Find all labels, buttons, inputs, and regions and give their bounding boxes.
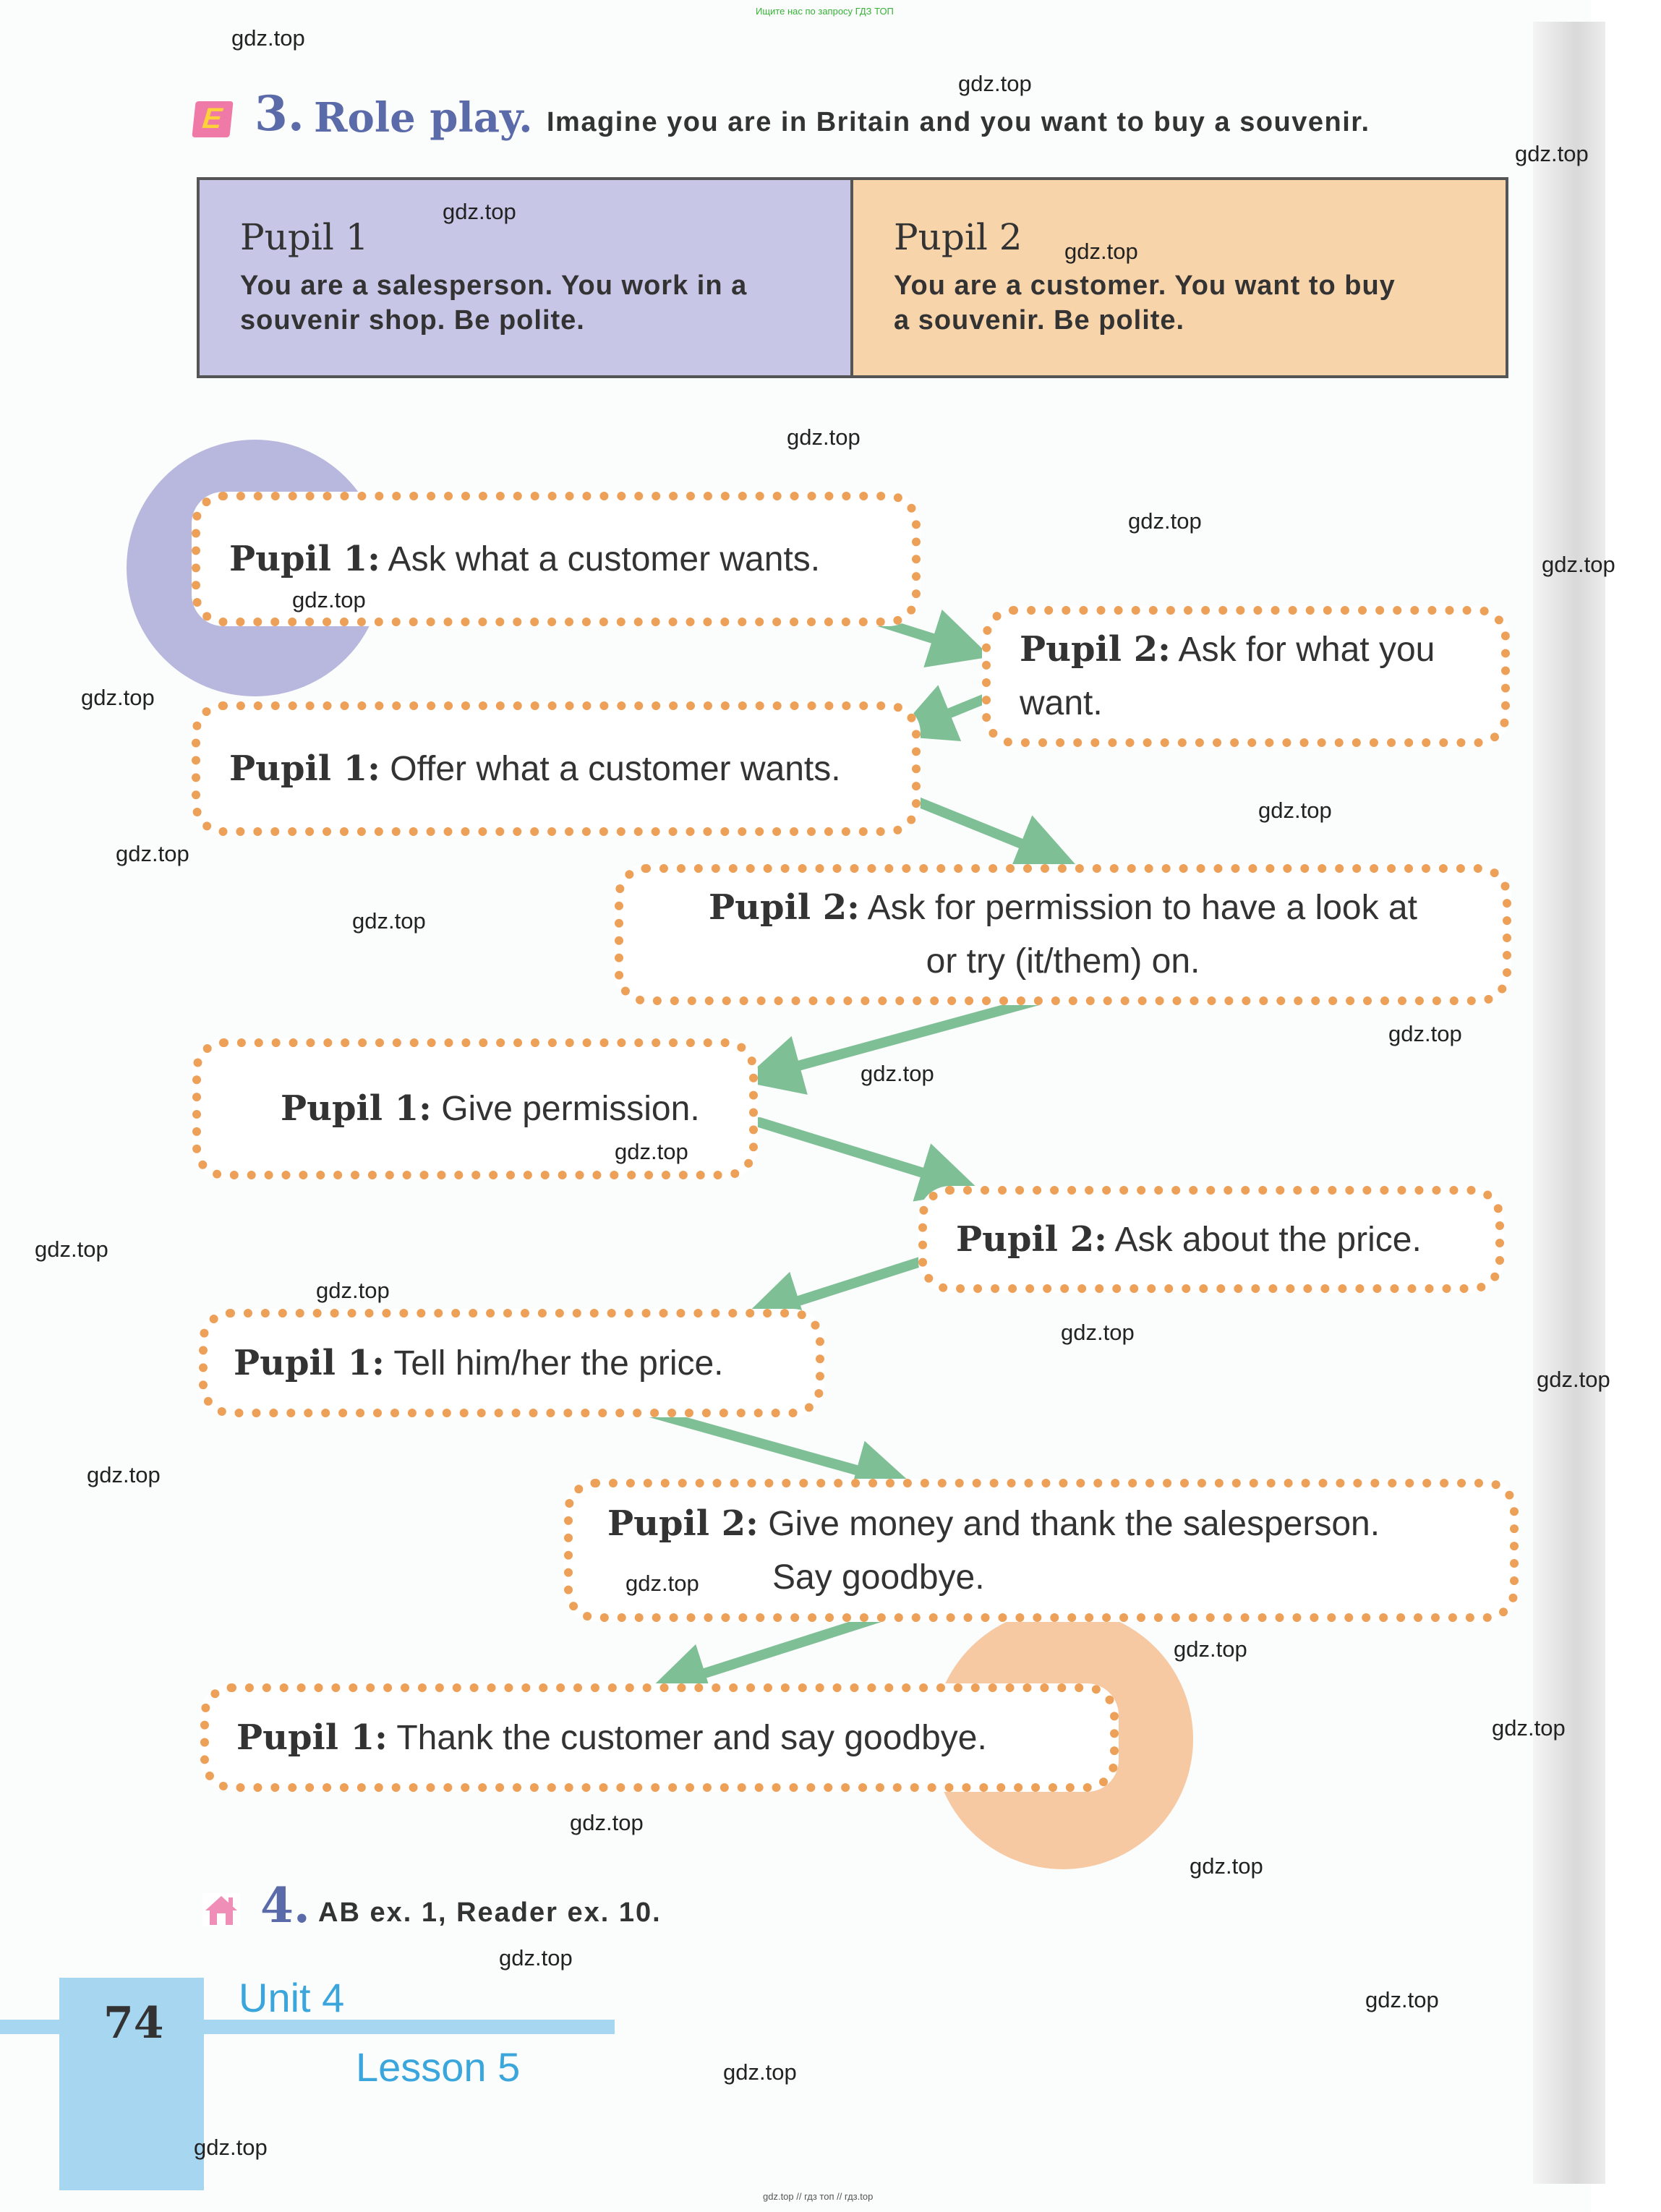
watermark: gdz.top: [1388, 1021, 1462, 1046]
top-hint: Ищите нас по запросу ГДЗ ТОП: [756, 6, 894, 17]
watermark: gdz.top: [194, 2135, 268, 2160]
watermark: gdz.top: [1064, 239, 1138, 264]
step-7-speaker: Pupil 1:: [234, 1342, 385, 1383]
pupil-2-card-line2: a souvenir. Be polite.: [894, 305, 1185, 336]
step-7: [199, 1309, 824, 1417]
watermark: gdz.top: [1061, 1320, 1135, 1345]
arrow-7: [647, 1412, 900, 1482]
step-6-speaker: Pupil 2:: [956, 1218, 1107, 1260]
arrow-6: [756, 1260, 927, 1315]
step-3-text: Offer what a customer wants.: [390, 749, 841, 788]
watermark: gdz.top: [625, 1571, 699, 1596]
step-8-text-line2: Say goodbye.: [772, 1558, 985, 1597]
watermark: gdz.top: [35, 1237, 108, 1262]
page-number: 74: [103, 1998, 164, 2049]
arrow-8: [662, 1618, 879, 1687]
pupil-1-card-line2: souvenir shop. Be polite.: [240, 305, 585, 336]
arrow-2: [908, 696, 991, 730]
watermark: gdz.top: [1515, 141, 1589, 166]
watermark: gdz.top: [570, 1810, 644, 1835]
step-9: [200, 1683, 1119, 1792]
watermark: gdz.top: [443, 199, 516, 224]
step-8: [564, 1479, 1519, 1622]
watermark: gdz.top: [1258, 798, 1332, 823]
watermark: gdz.top: [723, 2059, 797, 2085]
step-5-text: Give permission.: [441, 1090, 700, 1128]
watermark: gdz.top: [1542, 552, 1615, 577]
step-4: [615, 864, 1511, 1005]
bottom-hint: gdz.top // гдз топ // гдз.top: [763, 2191, 874, 2202]
watermark: gdz.top: [1128, 508, 1202, 534]
watermark: gdz.top: [1190, 1853, 1263, 1879]
step-9-speaker: Pupil 1:: [236, 1717, 388, 1758]
arrow-5: [759, 1122, 965, 1186]
step-9-text: Thank the customer and say goodbye.: [396, 1718, 987, 1757]
exercise-3-instruction: Imagine you are in Britain and you want to buy a souvenir.: [547, 107, 1370, 137]
watermark: gdz.top: [615, 1139, 688, 1164]
pupil-2-card-line1: You are a customer. You want to buy: [894, 270, 1396, 301]
watermark: gdz.top: [316, 1278, 390, 1303]
step-4-text-line2: or try (it/them) on.: [926, 942, 1200, 981]
step-2-speaker: Pupil 2:: [1020, 629, 1171, 670]
step-8-speaker: Pupil 2:: [607, 1503, 759, 1544]
watermark: gdz.top: [1537, 1367, 1610, 1392]
watermark: gdz.top: [861, 1061, 934, 1086]
pupil-2-card-title: Pupil 2: [894, 216, 1022, 258]
watermark: gdz.top: [87, 1462, 161, 1487]
lesson-label: Lesson 5: [356, 2044, 521, 2090]
e-letter-icon: E: [192, 101, 233, 137]
arrow-3: [913, 800, 1063, 861]
step-2-text: Ask for what you: [1178, 631, 1435, 669]
pupil-1-card-line1: You are a salesperson. You work in a: [240, 270, 748, 301]
step-8-text: Give money and thank the salesperson.: [768, 1504, 1380, 1543]
watermark: gdz.top: [1174, 1636, 1247, 1662]
exercise-4-number: 4.: [260, 1877, 310, 1934]
step-2-text-line2: want.: [1020, 684, 1103, 722]
watermark: gdz.top: [352, 908, 426, 934]
watermark: gdz.top: [81, 685, 155, 710]
house-icon: [202, 1893, 240, 1926]
step-3: [192, 701, 921, 836]
step-1-text: Ask what a customer wants.: [388, 539, 821, 578]
step-6-text: Ask about the price.: [1114, 1220, 1422, 1259]
step-6: [918, 1186, 1504, 1293]
step-2: [982, 606, 1510, 747]
exercise-4-text: AB ex. 1, Reader ex. 10.: [318, 1897, 662, 1928]
watermark: gdz.top: [231, 25, 305, 51]
watermark: gdz.top: [1492, 1715, 1566, 1741]
step-1-speaker: Pupil 1:: [229, 538, 380, 579]
watermark: gdz.top: [292, 587, 366, 612]
step-4-text: Ask for permission to have a look at: [867, 889, 1417, 927]
watermark: gdz.top: [1365, 1987, 1439, 2012]
pupil-1-card-title: Pupil 1: [240, 216, 369, 258]
footer-bar: [0, 2020, 615, 2034]
exercise-3-title: Role play.: [314, 94, 533, 142]
step-3-speaker: Pupil 1:: [229, 748, 380, 789]
unit-label: Unit 4: [239, 1975, 345, 2020]
watermark: gdz.top: [116, 841, 189, 866]
watermark: gdz.top: [958, 71, 1032, 96]
watermark: gdz.top: [787, 424, 861, 450]
exercise-3-number: 3.: [255, 85, 304, 142]
step-4-speaker: Pupil 2:: [709, 887, 860, 928]
watermark: gdz.top: [499, 1945, 573, 1970]
step-7-text: Tell him/her the price.: [393, 1344, 724, 1383]
step-5-speaker: Pupil 1:: [281, 1088, 432, 1129]
